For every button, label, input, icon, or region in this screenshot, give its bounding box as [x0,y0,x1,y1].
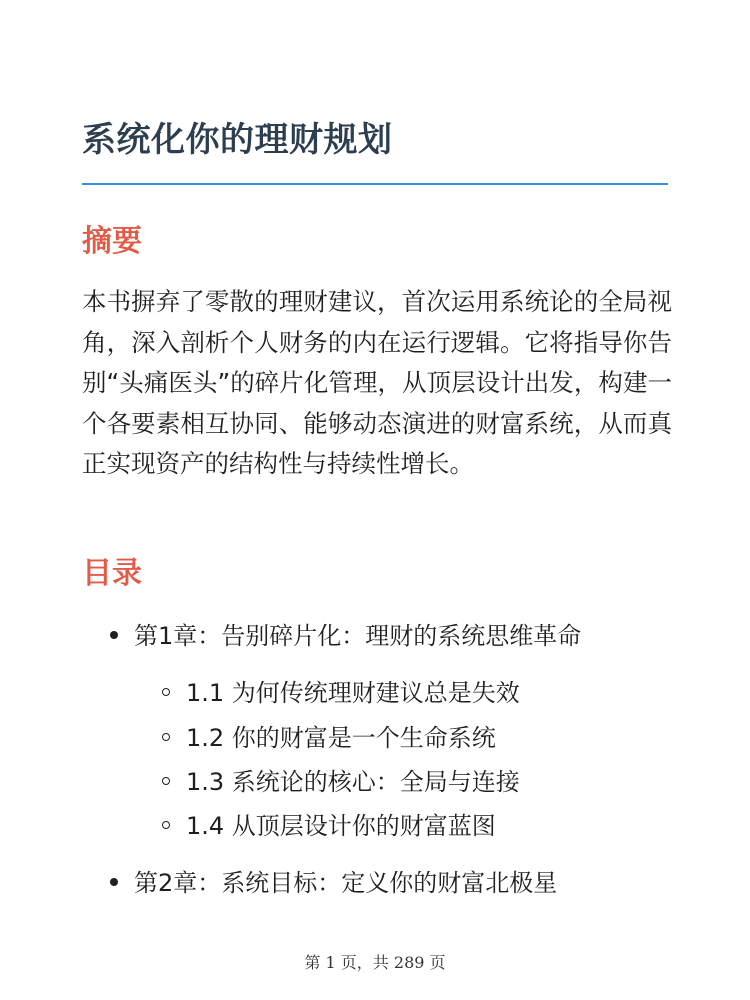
toc-section-label: 1.3 系统论的核心：全局与连接 [186,768,520,796]
toc-section-label: 1.1 为何传统理财建议总是失效 [186,679,520,707]
toc-section-label: 1.4 从顶层设计你的财富蓝图 [186,812,496,840]
abstract-body: 本书摒弃了零散的理财建议，首次运用系统论的全局视角，深入剖析个人财务的内在运行逻辑。它将指导你告别“头痛医头”的碎片化管理，从顶层设计出发，构建一个各要素相互协同、能够动态演进的财富系统，从而真正实现资产的结构性与持续性增长。 [82,287,672,478]
toc-section-label: 1.2 你的财富是一个生命系统 [186,724,496,752]
bullet-circle-icon [162,733,170,741]
toc-chapter-item[interactable] [110,620,581,652]
toc-chapter-label: 第1章：告别碎片化：理财的系统思维革命 [134,622,582,650]
bullet-circle-icon [162,688,170,696]
abstract-heading: 摘要 [82,224,142,259]
toc-heading: 目录 [82,556,142,591]
page-footer: 第 1 页，共 289 页 [304,953,446,972]
document-title: 系统化你的理财规划 [82,120,393,160]
toc-chapter-item[interactable] [110,867,557,899]
bullet-disc-icon [110,878,118,886]
toc-chapter-label: 第2章：系统目标：定义你的财富北极星 [134,869,558,897]
toc-section-item[interactable] [162,722,496,754]
bullet-disc-icon [110,631,118,639]
bullet-circle-icon [162,821,170,829]
title-divider [82,183,668,185]
toc-section-item[interactable] [162,677,520,709]
toc-section-item[interactable] [162,810,496,842]
bullet-circle-icon [162,777,170,785]
toc-section-item[interactable] [162,766,520,798]
